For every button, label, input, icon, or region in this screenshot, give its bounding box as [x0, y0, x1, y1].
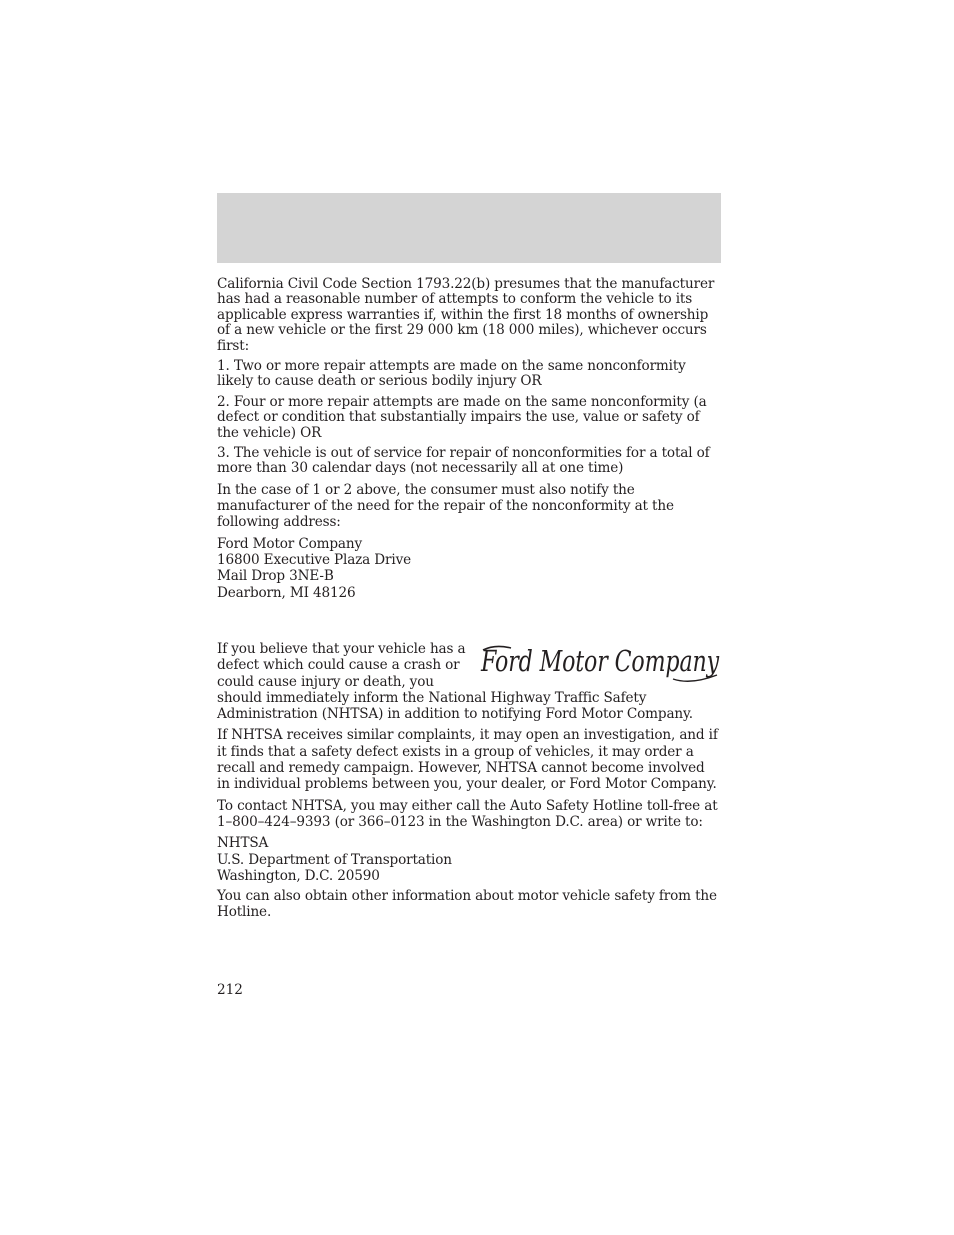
condition-item-1: 1. Two or more repair attempts are made on the same nonconformity likely to cause death or serious bodily injury OR	[217, 358, 686, 390]
logo-script-text: Ford Motor Company	[480, 643, 720, 678]
nhtsa-address-block	[217, 835, 721, 884]
address-line: Dearborn, MI 48126	[217, 584, 356, 601]
condition-item-2: 2. Four or more repair attempts are made on the same nonconformity (a defect or condition that substantially impairs the use, value or safety of the vehicle) OR	[217, 393, 707, 441]
section-spacer	[217, 605, 721, 641]
address-line: NHTSA	[217, 835, 269, 852]
nhtsa-investigation-paragraph: If NHTSA receives similar complaints, it may open an investigation, and if it finds that a safety defect exists in a group of vehicles, it may order a recall and remedy campaign. However, NHTSA cannot become involved in individual problems between you, your dealer, or Ford Motor Company.	[217, 727, 718, 793]
address-line: Washington, D.C. 20590	[217, 867, 380, 884]
address-line: Mail Drop 3NE-B	[217, 568, 334, 585]
nhtsa-contact-paragraph: To contact NHTSA, you may either call the Auto Safety Hotline toll-free at 1–800–424–9393 (or 366–0123 in the Washington D.C. area) or write to:	[217, 797, 718, 830]
section-header-band	[217, 193, 721, 263]
page-number: 212	[217, 982, 243, 998]
notify-manufacturer-paragraph: In the case of 1 or 2 above, the consumer must also notify the manufacturer of the need for the repair of the nonconformity at the following address:	[217, 481, 674, 531]
hotline-info-paragraph: You can also obtain other information about motor vehicle safety from the Hotline.	[217, 888, 717, 921]
ford-motor-company-logo	[477, 641, 725, 687]
condition-item-3: 3. The vehicle is out of service for repair of nonconformities for a total of more than 30 calendar days (not necessarily all at one time)	[217, 445, 710, 477]
address-line: 16800 Executive Plaza Drive	[217, 552, 412, 569]
address-line: U.S. Department of Transportation	[217, 851, 452, 868]
ford-address-block	[217, 536, 721, 601]
page-content	[217, 277, 721, 926]
address-line: Ford Motor Company	[217, 535, 362, 552]
warranty-intro-paragraph: California Civil Code Section 1793.22(b) presumes that the manufacturer has had a reasonable number of attempts to conform the vehicle to its applicable express warranties if, within the first 18 months of ownership of a new vehicle or the first 29 000 km (18 000 miles), whichever occurs first:	[217, 276, 715, 354]
script-logo-graphic	[477, 641, 725, 687]
defect-report-paragraph: If you believe that your vehicle has a defect which could cause a crash or could cause injury or death, you should immediately inform the National Highway Traffic Safety Administration (NHTSA) in addition to notifying Ford Motor Company.	[217, 640, 693, 723]
